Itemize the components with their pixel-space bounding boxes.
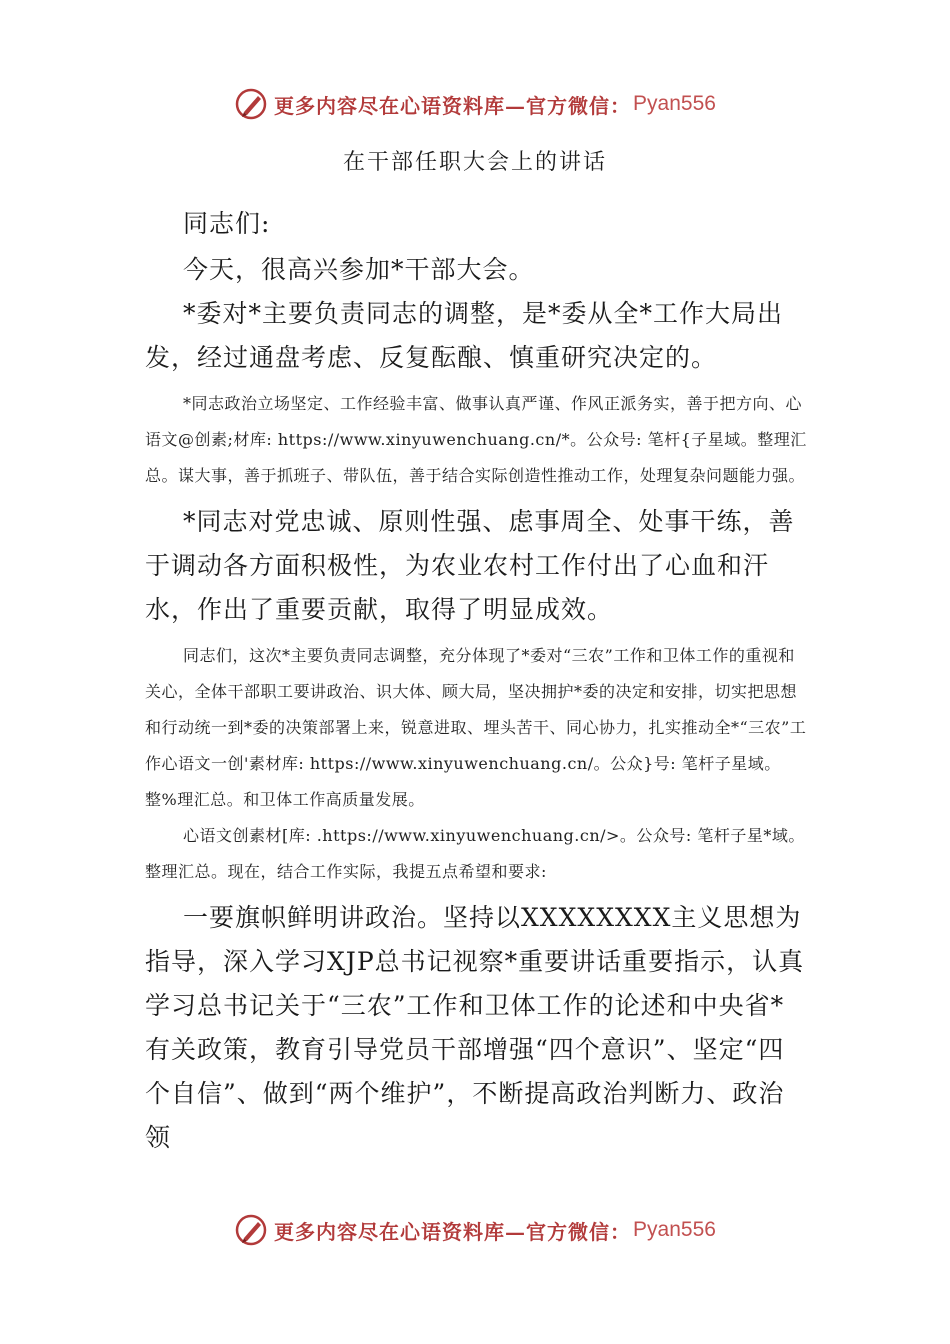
paragraph: 今天，很高兴参加*干部大会。	[183, 255, 535, 284]
pen-logo-icon	[234, 1213, 268, 1247]
paragraph: *同志对党忠诚、原则性强、虑事周全、处事干练，善于调动各方面积极性，为农业农村工作付出了心血和汗水，作出了重要贡献，取得了明显成效。	[145, 507, 795, 624]
paragraph: *同志政治立场坚定、工作经验丰富、做事认真严谨、作风正派务实，善于把方向、心语文@创素;材库: https://www.xinyuwenchuang.cn/*。公众号: 笔杆{子星域。整理汇总。谋大事，善于抓班子、带队伍，善于结合实际创造性推动工作，处理复杂问题能力强。	[145, 394, 807, 485]
page-title: 在干部任职大会上的讲话	[342, 150, 607, 175]
banner-wechat-id: Pyan556	[633, 92, 716, 115]
paragraph: 心语文创素材[库: .https://www.xinyuwenchuang.cn/>。公众号: 笔杆子星*域。整理汇总。现在，结合工作实际，我提五点希望和要求:	[145, 826, 805, 881]
footer-banner	[0, 1210, 950, 1250]
header-banner	[0, 84, 950, 124]
paragraph: 同志们，这次*主要负责同志调整，充分体现了*委对“三农”工作和卫体工作的重视和关心，全体干部职工要讲政治、识大体、顾大局，坚决拥护*委的决定和安排，切实把思想和行动统一到*委的决策部署上来，锐意进取、埋头苦干、同心协力，扎实推动全*“三农”工作心语文一创'素材库: https://www.xinyuwenchuang.cn/。公众}号: 笔杆子星域。整%理汇总。和卫体工作高质量发展。	[145, 646, 807, 809]
banner-text: 更多内容尽在心语资料库—官方微信：	[274, 1219, 632, 1244]
salutation: 同志们:	[183, 209, 271, 238]
banner-text: 更多内容尽在心语资料库—官方微信：	[274, 93, 632, 118]
paragraph: 一要旗帜鲜明讲政治。坚持以XXXXXXXX主义思想为指导，深入学习XJP总书记视察*重要讲话重要指示，认真学习总书记关于“三农”工作和卫体工作的论述和中央省*有关政策，教育引导党员干部增强“四个意识”、坚定“四个自信”、做到“两个维护”，不断提高政治判断力、政治领	[145, 903, 805, 1152]
document-body	[145, 202, 810, 1160]
paragraph: *委对*主要负责同志的调整，是*委从全*工作大局出发，经过通盘考虑、反复酝酿、慎重研究决定的。	[145, 299, 784, 372]
pen-logo-icon	[234, 87, 268, 121]
banner-wechat-id: Pyan556	[633, 1218, 716, 1241]
